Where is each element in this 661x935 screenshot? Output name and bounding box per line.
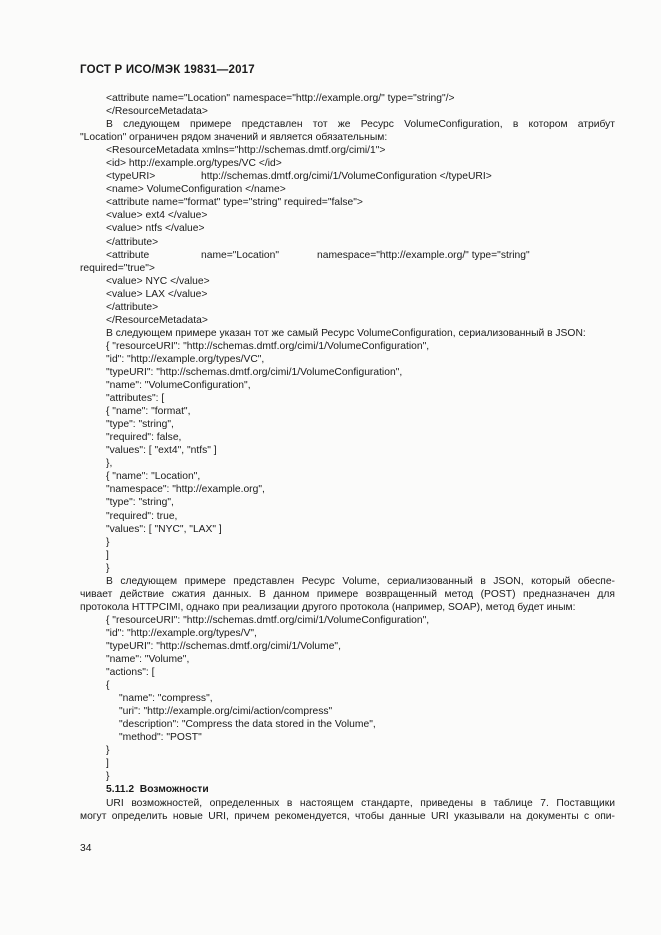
code-line: "description": "Compress the data stored in the Volume", (119, 719, 376, 731)
code-line: <id> http://example.org/types/VC </id> (106, 158, 282, 170)
code-line: <ResourceMetadata xmlns="http://schemas.dmtf.org/cimi/1"> (106, 145, 386, 157)
code-line (80, 249, 615, 262)
section-number: 5.11.2 (106, 784, 135, 796)
page-header: ГОСТ Р ИСО/МЭК 19831—2017 (80, 64, 255, 76)
paragraph-line: протокола HTTPCIMI, однако при реализации другого протокола (например, SOAP), метод будет иным: (80, 601, 576, 613)
code-line: "typeURI": "http://schemas.dmtf.org/cimi/1/Volume", (106, 640, 341, 652)
code-line: "values": [ "NYC", "LAX" ] (106, 523, 222, 535)
code-token: name="Location" (201, 249, 280, 261)
code-line: } (106, 745, 110, 757)
code-line: { "resourceURI": "http://schemas.dmtf.org/cimi/1/VolumeConfiguration", (106, 340, 430, 352)
section-heading (80, 783, 615, 796)
code-line: "actions": [ (106, 667, 155, 679)
code-line: <value> ext4 </value> (106, 210, 208, 222)
paragraph-line: URI возможностей, определенных в настоящем стандарте, приведены в таблице 7. Поставщики (106, 797, 615, 809)
code-token: namespace="http://example.org/" type="string" (317, 249, 530, 261)
paragraph-line: В следующем примере указан тот же самый Ресурс VolumeConfiguration, сериализованный в JSON: (106, 327, 586, 339)
code-line: "values": [ "ext4", "ntfs" ] (106, 445, 217, 457)
code-line: </attribute> (106, 301, 159, 313)
page-body (80, 92, 615, 823)
code-line: } (106, 562, 110, 574)
code-line: <name> VolumeConfiguration </name> (106, 184, 286, 196)
code-line: "required": true, (106, 510, 178, 522)
code-line (80, 170, 615, 183)
code-line: <attribute name="format" type="string" required="false"> (106, 197, 363, 209)
code-token: <typeURI> (106, 171, 156, 183)
code-token: http://schemas.dmtf.org/cimi/1/VolumeConfiguration </typeURI> (201, 171, 492, 183)
code-line: ] (106, 549, 109, 561)
code-line: { (106, 680, 110, 692)
code-line: <attribute name="Location" namespace="http://example.org/" type="string"/> (106, 93, 455, 104)
code-token: <attribute (106, 249, 150, 261)
page-number: 34 (80, 843, 92, 854)
code-line: <value> ntfs </value> (106, 223, 205, 235)
code-line: <value> NYC </value> (106, 275, 210, 287)
code-line: "typeURI": "http://schemas.dmtf.org/cimi/1/VolumeConfiguration", (106, 366, 403, 378)
section-title: Возможности (139, 784, 209, 796)
code-line: "name": "compress", (119, 693, 213, 705)
code-line: "type": "string", (106, 419, 174, 431)
paragraph-line: В следующем примере представлен Ресурс Volume, сериализованный в JSON, который обеспе- (106, 575, 615, 587)
code-line: "namespace": "http://example.org", (106, 484, 265, 496)
code-line: "method": "POST" (119, 732, 202, 744)
code-line: "id": "http://example.org/types/VC", (106, 353, 265, 365)
paragraph-line: могут определить новые URI, причем рекомендуется, чтобы данные URI указывали на документы с опи- (80, 810, 615, 822)
code-line: { "resourceURI": "http://schemas.dmtf.org/cimi/1/VolumeConfiguration", (106, 614, 430, 626)
code-line: required="true"> (80, 262, 155, 274)
paragraph-line: чивает действие сжатия данных. В данном примере возвращенный метод (POST) предназначен для (80, 588, 615, 600)
code-line: "type": "string", (106, 497, 174, 509)
code-line: "required": false, (106, 432, 182, 444)
code-line: }, (106, 458, 113, 470)
code-line: { "name": "format", (106, 406, 191, 418)
paragraph-line: В следующем примере представлен тот же Ресурс VolumeConfiguration, в котором атрибут (106, 119, 615, 131)
code-line: "name": "VolumeConfiguration", (106, 380, 251, 392)
code-line: } (106, 536, 110, 548)
code-line: "attributes": [ (106, 393, 165, 405)
code-line: </ResourceMetadata> (106, 106, 208, 118)
code-line: ] (106, 758, 109, 770)
code-line: "id": "http://example.org/types/V", (106, 627, 257, 639)
code-line: } (106, 771, 110, 783)
code-line: </ResourceMetadata> (106, 314, 208, 326)
code-line: "uri": "http://example.org/cimi/action/compress" (119, 706, 333, 718)
code-line: { "name": "Location", (106, 471, 201, 483)
code-line: <value> LAX </value> (106, 288, 208, 300)
paragraph-line: "Location" ограничен рядом значений и является обязательным: (80, 132, 388, 144)
code-line: "name": "Volume", (106, 654, 190, 666)
code-line: </attribute> (106, 236, 159, 248)
